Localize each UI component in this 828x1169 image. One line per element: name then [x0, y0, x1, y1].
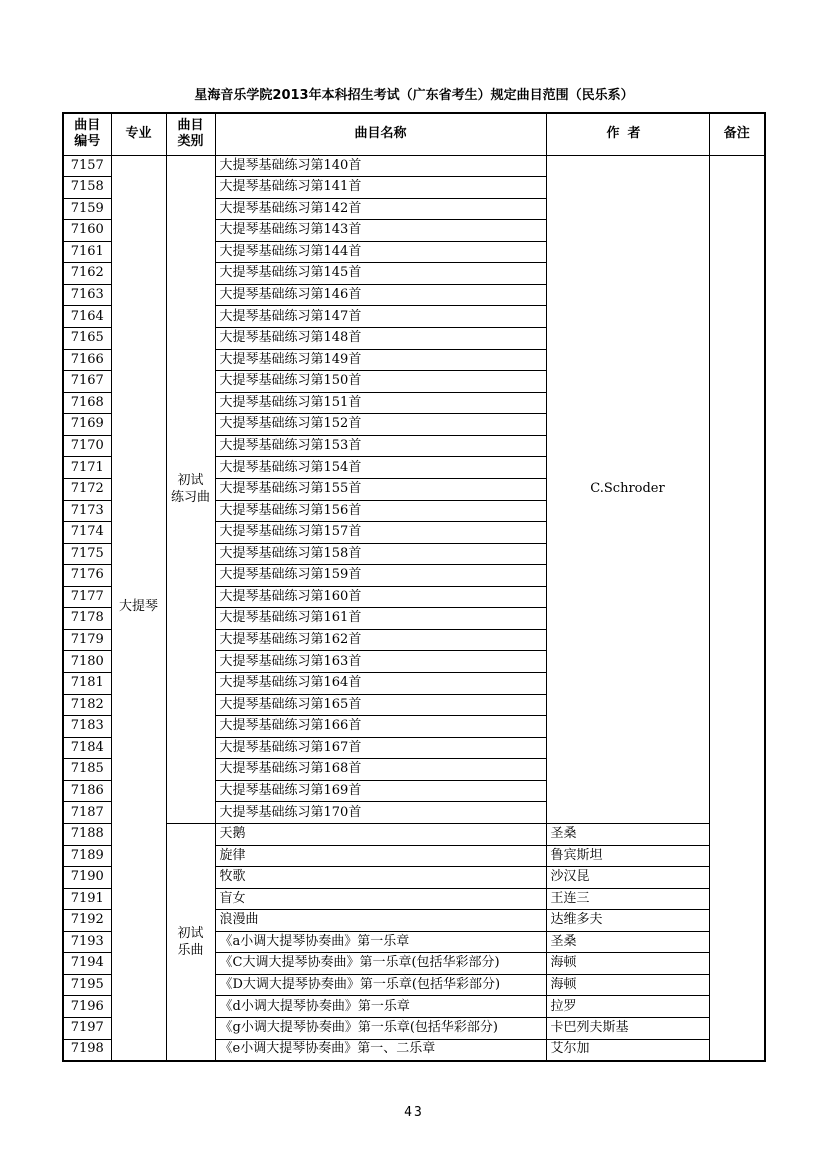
piece-title-cell: 大提琴基础练习第140首: [215, 155, 546, 177]
table-header: [63, 113, 765, 155]
piece-code-cell: 7170: [63, 435, 111, 457]
composer-cell: C.Schroder: [546, 155, 709, 823]
category-label-line: 乐曲: [177, 942, 204, 958]
piece-code-cell: 7169: [63, 414, 111, 436]
piece-title-cell: 牧歌: [215, 867, 546, 889]
piece-title-cell: 《C大调大提琴协奏曲》第一乐章(包括华彩部分): [215, 953, 546, 975]
piece-code-cell: 7196: [63, 996, 111, 1018]
piece-title-cell: 大提琴基础练习第149首: [215, 349, 546, 371]
piece-title-cell: 大提琴基础练习第142首: [215, 198, 546, 220]
piece-code-cell: 7157: [63, 155, 111, 177]
piece-title-cell: 天鹅: [215, 823, 546, 845]
piece-title-cell: 《g小调大提琴协奏曲》第一乐章(包括华彩部分): [215, 1018, 546, 1040]
piece-code-cell: 7194: [63, 953, 111, 975]
piece-title-cell: 浪漫曲: [215, 910, 546, 932]
header-piece-code: [63, 113, 111, 155]
major-cell: 大提琴: [111, 155, 166, 1061]
piece-title-cell: 盲女: [215, 888, 546, 910]
piece-title-cell: 大提琴基础练习第145首: [215, 263, 546, 285]
piece-code-cell: 7159: [63, 198, 111, 220]
piece-code-cell: 7164: [63, 306, 111, 328]
piece-title-cell: 大提琴基础练习第163首: [215, 651, 546, 673]
piece-title-cell: 大提琴基础练习第167首: [215, 737, 546, 759]
piece-code-cell: 7163: [63, 284, 111, 306]
piece-code-cell: 7178: [63, 608, 111, 630]
piece-title-cell: 大提琴基础练习第158首: [215, 543, 546, 565]
category-label-line: 练习曲: [170, 490, 210, 506]
category-label-line: 初试: [177, 925, 204, 941]
table-body: [63, 155, 765, 1061]
piece-code-cell: 7181: [63, 673, 111, 695]
composer-cell: 王连三: [546, 888, 709, 910]
piece-title-cell: 大提琴基础练习第160首: [215, 586, 546, 608]
piece-title-cell: 大提琴基础练习第161首: [215, 608, 546, 630]
composer-cell: 鲁宾斯坦: [546, 845, 709, 867]
table-row: [63, 823, 765, 845]
header-remark: 备注: [709, 113, 765, 155]
repertoire-table: [62, 112, 766, 1062]
category-cell: [166, 823, 215, 1060]
piece-title-cell: 大提琴基础练习第169首: [215, 780, 546, 802]
category-cell: [166, 155, 215, 823]
piece-title-cell: 大提琴基础练习第168首: [215, 759, 546, 781]
piece-title-cell: 大提琴基础练习第162首: [215, 629, 546, 651]
header-piece-title: 曲目名称: [215, 113, 546, 155]
piece-code-cell: 7160: [63, 220, 111, 242]
piece-title-cell: 大提琴基础练习第159首: [215, 565, 546, 587]
piece-code-cell: 7173: [63, 500, 111, 522]
piece-code-cell: 7167: [63, 371, 111, 393]
piece-code-cell: 7191: [63, 888, 111, 910]
composer-cell: 艾尔加: [546, 1039, 709, 1061]
piece-title-cell: 《D大调大提琴协奏曲》第一乐章(包括华彩部分): [215, 974, 546, 996]
piece-code-cell: 7184: [63, 737, 111, 759]
table-row: [63, 155, 765, 177]
piece-title-cell: 大提琴基础练习第150首: [215, 371, 546, 393]
piece-title-cell: 大提琴基础练习第153首: [215, 435, 546, 457]
piece-code-cell: 7198: [63, 1039, 111, 1061]
piece-code-cell: 7180: [63, 651, 111, 673]
piece-title-cell: 大提琴基础练习第170首: [215, 802, 546, 824]
piece-code-cell: 7188: [63, 823, 111, 845]
header-piece-code-line-1: 曲目: [74, 118, 101, 134]
piece-code-cell: 7190: [63, 867, 111, 889]
piece-title-cell: 《d小调大提琴协奏曲》第一乐章: [215, 996, 546, 1018]
category-label-line: 初试: [177, 473, 204, 489]
header-category: [166, 113, 215, 155]
piece-code-cell: 7182: [63, 694, 111, 716]
piece-title-cell: 大提琴基础练习第156首: [215, 500, 546, 522]
piece-code-cell: 7176: [63, 565, 111, 587]
composer-cell: 圣桑: [546, 823, 709, 845]
piece-code-cell: 7186: [63, 780, 111, 802]
piece-code-cell: 7189: [63, 845, 111, 867]
header-row: [63, 113, 765, 155]
header-composer: 作者: [546, 113, 709, 155]
piece-code-cell: 7193: [63, 931, 111, 953]
piece-code-cell: 7158: [63, 177, 111, 199]
piece-code-cell: 7187: [63, 802, 111, 824]
composer-cell: 圣桑: [546, 931, 709, 953]
composer-cell: 拉罗: [546, 996, 709, 1018]
piece-title-cell: 大提琴基础练习第152首: [215, 414, 546, 436]
piece-code-cell: 7174: [63, 522, 111, 544]
piece-title-cell: 旋律: [215, 845, 546, 867]
piece-title-cell: 大提琴基础练习第165首: [215, 694, 546, 716]
piece-title-cell: 大提琴基础练习第154首: [215, 457, 546, 479]
piece-title-cell: 大提琴基础练习第148首: [215, 328, 546, 350]
piece-title-cell: 大提琴基础练习第166首: [215, 716, 546, 738]
composer-cell: 海顿: [546, 974, 709, 996]
piece-code-cell: 7195: [63, 974, 111, 996]
piece-title-cell: 《e小调大提琴协奏曲》第一、二乐章: [215, 1039, 546, 1061]
piece-title-cell: 大提琴基础练习第155首: [215, 478, 546, 500]
header-category-line-1: 曲目: [177, 118, 204, 134]
piece-code-cell: 7171: [63, 457, 111, 479]
piece-title-cell: 大提琴基础练习第151首: [215, 392, 546, 414]
remark-cell: [709, 155, 765, 1061]
composer-cell: 海顿: [546, 953, 709, 975]
header-category-line-2: 类别: [177, 134, 204, 150]
piece-code-cell: 7162: [63, 263, 111, 285]
piece-title-cell: 大提琴基础练习第144首: [215, 241, 546, 263]
composer-cell: 达维多夫: [546, 910, 709, 932]
composer-cell: 卡巴列夫斯基: [546, 1018, 709, 1040]
piece-title-cell: 大提琴基础练习第141首: [215, 177, 546, 199]
piece-code-cell: 7175: [63, 543, 111, 565]
composer-cell: 沙汉昆: [546, 867, 709, 889]
piece-code-cell: 7168: [63, 392, 111, 414]
piece-title-cell: 大提琴基础练习第157首: [215, 522, 546, 544]
piece-code-cell: 7166: [63, 349, 111, 371]
piece-title-cell: 大提琴基础练习第143首: [215, 220, 546, 242]
piece-code-cell: 7197: [63, 1018, 111, 1040]
piece-title-cell: 大提琴基础练习第147首: [215, 306, 546, 328]
piece-code-cell: 7177: [63, 586, 111, 608]
piece-code-cell: 7183: [63, 716, 111, 738]
piece-title-cell: 《a小调大提琴协奏曲》第一乐章: [215, 931, 546, 953]
piece-title-cell: 大提琴基础练习第146首: [215, 284, 546, 306]
piece-code-cell: 7172: [63, 478, 111, 500]
header-major: 专业: [111, 113, 166, 155]
piece-code-cell: 7192: [63, 910, 111, 932]
piece-code-cell: 7185: [63, 759, 111, 781]
piece-code-cell: 7161: [63, 241, 111, 263]
document-title: 星海音乐学院2013年本科招生考试（广东省考生）规定曲目范围（民乐系）: [194, 88, 634, 103]
page-number: 43: [404, 1105, 424, 1120]
piece-code-cell: 7165: [63, 328, 111, 350]
piece-title-cell: 大提琴基础练习第164首: [215, 673, 546, 695]
piece-code-cell: 7179: [63, 629, 111, 651]
header-piece-code-line-2: 编号: [74, 134, 101, 150]
